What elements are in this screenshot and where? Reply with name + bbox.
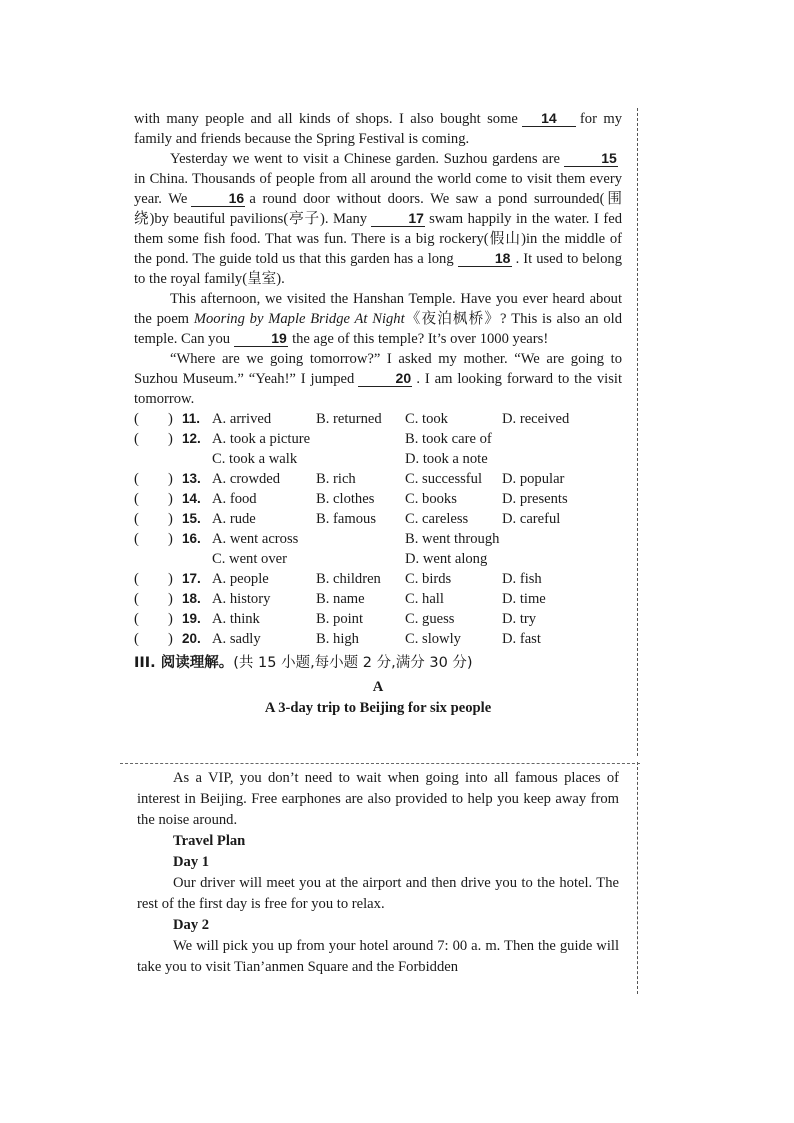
question-row: ( ) 14. A. food B. clothes C. books D. presents — [134, 491, 568, 507]
passage-letter: A — [372, 679, 384, 695]
question-row: ( ) 11. A. arrived B. returned C. took D. received — [134, 411, 570, 427]
section-label: III. 阅读理解。 — [134, 655, 234, 671]
reading-paragraph-1: As a VIP, you don’t need to wait when going into all famous places of interest in Beijing. Free earphones are also provided to help you keep away from the noise around. — [137, 770, 619, 828]
cut-line-horizontal — [120, 763, 640, 764]
question-row-continued: C. went over D. went along — [212, 551, 488, 567]
blank-16: 16 — [191, 191, 245, 207]
question-row: ( ) 18. A. history B. name C. hall D. time — [134, 591, 546, 607]
cut-line-lower — [637, 762, 638, 994]
blank-15: 15 — [564, 151, 618, 167]
reading-paragraph-2: Our driver will meet you at the airport and then drive you to the hotel. The rest of the first day is free for you to relax. — [137, 875, 619, 912]
reading-passage — [137, 768, 619, 978]
blank-19: 19 — [234, 331, 288, 347]
poem-title: Mooring by Maple Bridge At Night — [193, 311, 405, 327]
cloze-paragraph-2: Yesterday we went to visit a Chinese garden. Suzhou gardens are 15in China. Thousands of people from all around the world come to visit them every year. We 16 a round door without doors. We saw a pond surrounded(围绕)by beautiful pavilions(亭子). Many 17 swam happily in the water. I fed them some fish food. That was fun. There is a big rockery(假山)in the middle of the pond. The guide told us that this garden has a long 18 . It used to belong to the royal family(皇室). — [134, 150, 623, 287]
blank-14: 14 — [522, 111, 576, 127]
cut-line-upper — [637, 108, 638, 756]
section-note: (共 15 小题,每小题 2 分,满分 30 分) — [233, 655, 473, 671]
section-heading — [134, 653, 622, 673]
question-row-continued: C. took a walk D. took a note — [212, 451, 488, 467]
cloze-paragraph-3: This afternoon, we visited the Hanshan Temple. Have you ever heard about the poem Mooring by Maple Bridge At Night《夜泊枫桥》? This is also an old temple. Can you 19 the age of this temple? It’s over 1000 years! — [134, 291, 622, 347]
question-row: ( ) 12. A. took a picture B. took care of — [134, 431, 492, 447]
question-row: ( ) 17. A. people B. children C. birds D. fish — [134, 571, 542, 587]
travel-plan-heading: Travel Plan — [173, 833, 246, 849]
day-1-heading: Day 1 — [173, 854, 210, 870]
cloze-paragraph-4: “Where are we going tomorrow?” I asked my mother. “We are going to Suzhou Museum.” “Yeah!” I jumped 20 . I am looking forward to the visit tomorrow. — [134, 351, 622, 407]
question-list — [134, 409, 622, 649]
reading-paragraph-3: We will pick you up from your hotel around 7: 00 a. m. Then the guide will take you to visit Tian’anmen Square and the Forbidden — [137, 938, 619, 975]
blank-20: 20 — [358, 371, 412, 387]
blank-17: 17 — [371, 211, 425, 227]
blank-18: 18 — [458, 251, 512, 267]
cloze-paragraph-1: with many people and all kinds of shops. I also bought some 14 for my family and friends because the Spring Festival is coming. — [134, 110, 622, 147]
question-row: ( ) 15. A. rude B. famous C. careless D. careful — [134, 511, 561, 527]
question-row: ( ) 16. A. went across B. went through — [134, 531, 500, 547]
cloze-passage — [134, 109, 622, 718]
question-row: ( ) 19. A. think B. point C. guess D. try — [134, 611, 537, 627]
passage-title: A 3-day trip to Beijing for six people — [264, 700, 492, 716]
question-row: ( ) 13. A. crowded B. rich C. successful D. popular — [134, 471, 565, 487]
day-2-heading: Day 2 — [173, 917, 210, 933]
question-row: ( ) 20. A. sadly B. high C. slowly D. fast — [134, 631, 541, 647]
